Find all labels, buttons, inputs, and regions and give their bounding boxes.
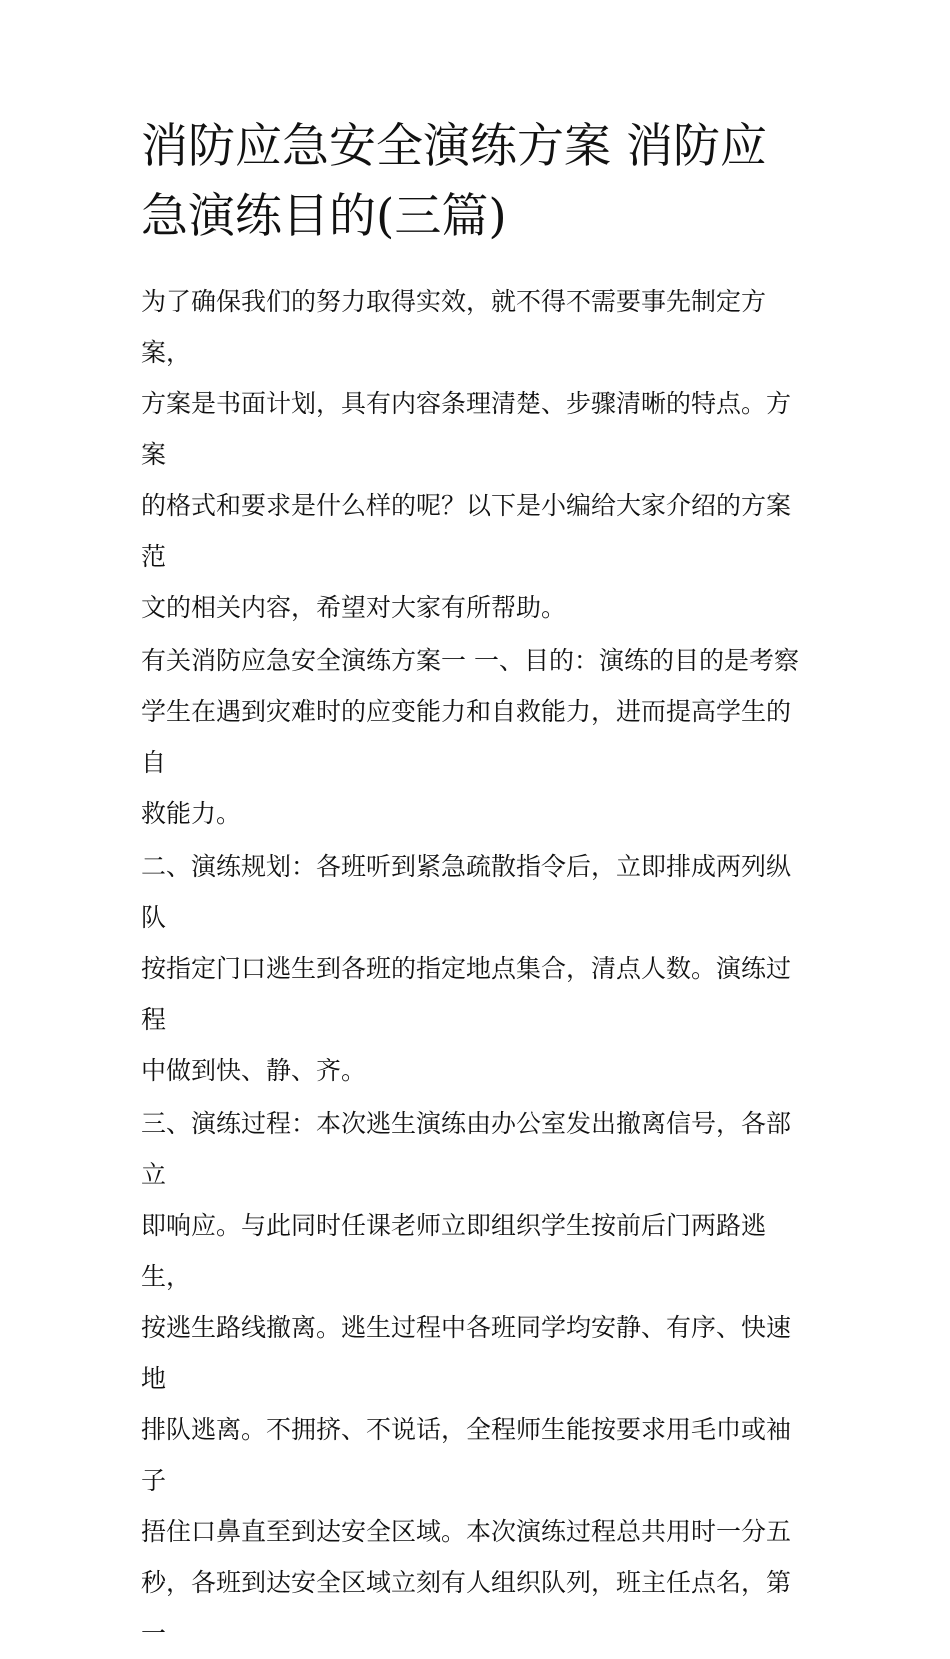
- intro-paragraph: 为了确保我们的努力取得实效，就不得不需要事先制定方案， 方案是书面计划，具有内容条理清楚、步骤清晰的特点。方案 的格式和要求是什么样的呢？以下是小编给大家介绍的方案范 文的相关内容，希望对大家有所帮助。: [141, 287, 792, 622]
- purpose-paragraph: 有关消防应急安全演练方案一 一、目的：演练的目的是考察 学生在遇到灾难时的应变能力和自救能力，进而提高学生的自 救能力。: [141, 646, 799, 828]
- title-block: [141, 112, 813, 276]
- process-paragraph: 三、演练过程：本次逃生演练由办公室发出撤离信号，各部立 即响应。与此同时任课老师立即组织学生按前后门两路逃生， 按逃生路线撤离。逃生过程中各班同学均安静、有序、快速地 排队逃离。不拥挤、不说话，全程师生能按要求用毛巾或袖子 捂住口鼻直至到达安全区域。本次演练过程总共用时一分五 秒，各班到达安全区域立刻有人组织队列，班主任点名，第一: [141, 1109, 792, 1648]
- planning-paragraph: 二、演练规划：各班听到紧急疏散指令后，立即排成两列纵队 按指定门口逃生到各班的指定地点集合，清点人数。演练过程 中做到快、静、齐。: [141, 852, 792, 1085]
- document-title: 消防应急安全演练方案 消防应 急演练目的(三篇): [141, 119, 767, 244]
- document-content: [141, 112, 813, 1659]
